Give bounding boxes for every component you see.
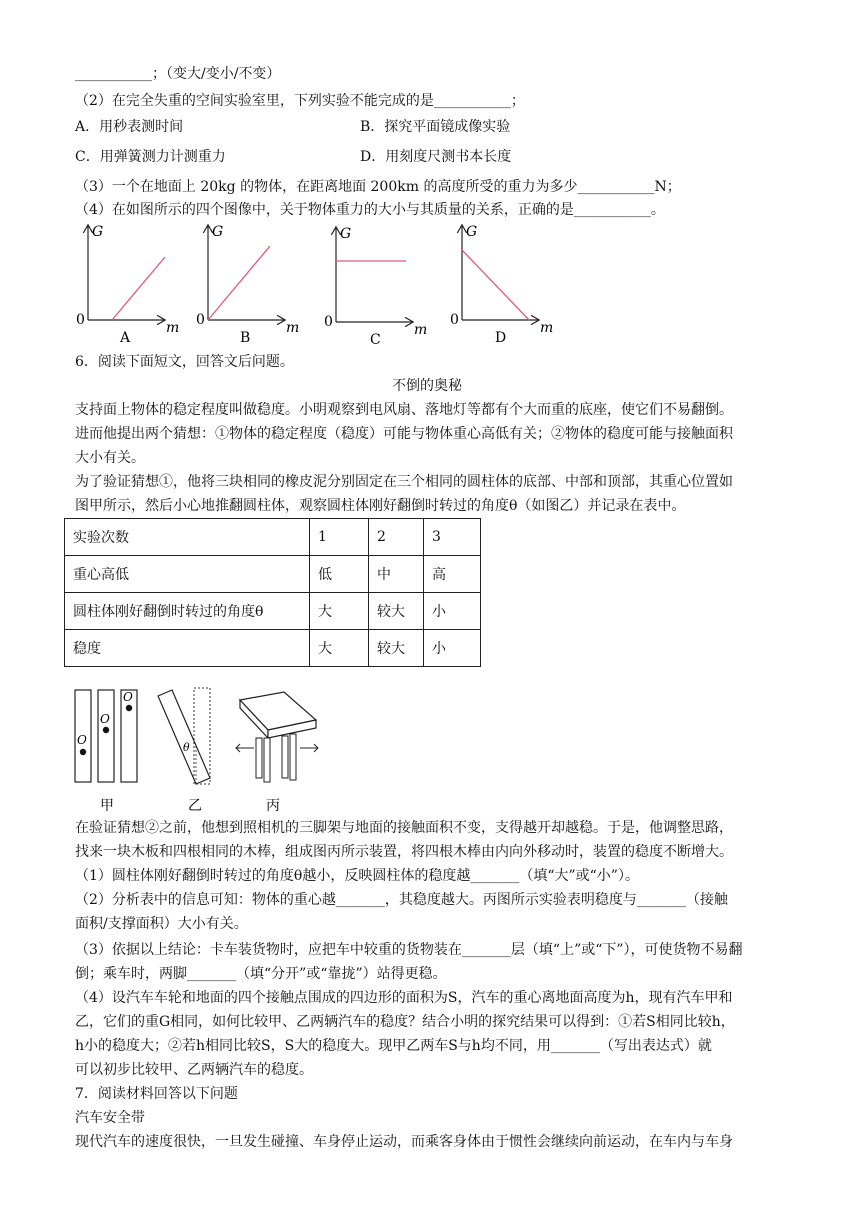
passage-line: 找来一块木板和四根相同的木棒，组成图丙所示装置，将四根木棒由内向外移动时，装置的稳度不断增大。 <box>75 844 733 860</box>
table-cell: 圆柱体刚好翻倒时转过的角度θ <box>65 593 310 630</box>
passage-line: 在验证猜想②之前，他想到照相机的三脚架与地面的接触面积不变，支得越开却越稳。于是，他调整思路， <box>75 820 733 836</box>
table-cell: 大 <box>310 630 369 667</box>
answer-line-1: ___________；（变大/变小/不变） <box>75 66 281 82</box>
table-cell: 大 <box>310 593 369 630</box>
question-4: （4）在如图所示的四个图像中，关于物体重力的大小与其质量的关系，正确的是___________。 <box>75 202 665 218</box>
graph-a <box>76 224 179 346</box>
graph-b-label: B <box>240 330 251 346</box>
figure-label-yi: 乙 <box>188 798 202 814</box>
graph-d <box>450 224 553 346</box>
table-row <box>65 556 481 593</box>
table-cell: 稳度 <box>65 630 310 667</box>
table-cell: 较大 <box>369 630 424 667</box>
center-of-gravity-label: O <box>123 690 133 704</box>
graph-c-label: C <box>370 332 381 348</box>
question-6-4-cont: h小的稳度大；②若h相同比较S，S大的稳度大。现甲乙两车S与h均不同，用_______（写出表达式）就 <box>75 1038 712 1054</box>
option-d: D．用刻度尺测书本长度 <box>360 149 512 165</box>
table-cell: 重心高低 <box>65 556 310 593</box>
table-cell: 小 <box>424 630 481 667</box>
table-row <box>65 630 481 667</box>
question-2: （2）在完全失重的空间实验室里，下列实验不能完成的是___________； <box>75 93 525 109</box>
cylinder-figures <box>70 686 340 818</box>
option-b: B．探究平面镜成像实验 <box>360 119 511 135</box>
passage-line: 图甲所示，然后小心地推翻圆柱体，观察圆柱体刚好翻倒时转过的角度θ（如图乙）并记录在表中。 <box>75 498 686 514</box>
table-row <box>65 593 481 630</box>
theta-label: θ <box>183 741 190 754</box>
graph-b-axis-y: G <box>212 224 224 240</box>
graph-d-axis-y: G <box>466 224 478 240</box>
graph-b-axis-x: m <box>286 320 300 336</box>
graph-d-origin: 0 <box>450 312 459 328</box>
table-cell: 2 <box>369 519 424 556</box>
question-6-2-cont: 面积/支撑面积）大小有关。 <box>75 916 248 932</box>
passage-title: 不倒的奥秘 <box>392 378 462 394</box>
table-cell: 中 <box>369 556 424 593</box>
figure-bing <box>236 692 318 814</box>
table-row <box>65 519 481 556</box>
question-3: （3）一个在地面上 20kg 的物体，在距离地面 200km 的高度所受的重力为多少___________N； <box>75 179 681 195</box>
graph-b <box>196 224 299 346</box>
option-c: C．用弹簧测力计测重力 <box>75 149 226 165</box>
figure-jia <box>75 690 137 814</box>
passage-line: 支持面上物体的稳定程度叫做稳度。小明观察到电风扇、落地灯等都有个大而重的底座，使它们不易翻倒。 <box>75 402 733 418</box>
passage-line: 为了验证猜想①，他将三块相同的橡皮泥分别固定在三个相同的圆柱体的底部、中部和顶部，其重心位置如 <box>75 474 733 490</box>
passage-line: 大小有关。 <box>75 450 145 466</box>
question-6-2: （2）分析表中的信息可知：物体的重心越_______，其稳度越大。丙图所示实验表明稳度与_______（接触 <box>75 892 728 908</box>
table-cell: 小 <box>424 593 481 630</box>
graph-a-label: A <box>120 330 131 346</box>
question-6-4-cont: 可以初步比较甲、乙两辆汽车的稳度。 <box>75 1062 313 1078</box>
center-of-gravity-label: O <box>77 733 87 747</box>
table-cell: 实验次数 <box>65 519 310 556</box>
figure-label-bing: 丙 <box>266 798 280 814</box>
question-6-heading: 6．阅读下面短文，回答文后问题。 <box>75 354 294 370</box>
question-6-1: （1）圆柱体刚好翻倒时转过的角度θ越小，反映圆柱体的稳度越_______（填“大”或“小”）。 <box>75 868 639 884</box>
table-cell: 3 <box>424 519 481 556</box>
graph-a-origin: 0 <box>76 312 85 328</box>
graph-c-axis-x: m <box>414 322 428 338</box>
option-a: A．用秒表测时间 <box>75 119 184 135</box>
experiment-table <box>64 518 481 667</box>
graph-a-axis-x: m <box>166 320 180 336</box>
question-6-4: （4）设汽车车轮和地面的四个接触点围成的四边形的面积为S，汽车的重心离地面高度为h，现有汽车甲和 <box>75 990 733 1006</box>
question-7-heading: 7．阅读材料回答以下问题 <box>75 1086 238 1102</box>
figure-label-jia: 甲 <box>100 798 114 814</box>
graph-b-origin: 0 <box>196 312 205 328</box>
graph-a-axis-y: G <box>92 224 104 240</box>
question-6-3: （3）依据以上结论：卡车装货物时，应把车中较重的货物装在_______层（填“上”或“下”），可使货物不易翻 <box>75 942 743 958</box>
graph-c-origin: 0 <box>324 314 333 330</box>
figure-yi <box>158 688 210 814</box>
graph-d-label: D <box>495 330 507 346</box>
graph-c-axis-y: G <box>340 226 352 242</box>
question-6-3-cont: 倒；乘车时，两脚_______（填“分开”或“靠拢”）站得更稳。 <box>75 966 447 982</box>
passage-subtitle: 汽车安全带 <box>75 1110 145 1126</box>
question-6-4-cont: 乙，它们的重G相同，如何比较甲、乙两辆汽车的稳度？结合小明的探究结果可以得到：①若S相同比较h， <box>75 1014 735 1030</box>
table-cell: 低 <box>310 556 369 593</box>
center-of-gravity-label: O <box>100 712 110 726</box>
passage-line: 进而他提出两个猜想：①物体的稳定程度（稳度）可能与物体重心高低有关；②物体的稳度可能与接触面积 <box>75 426 733 442</box>
table-cell: 高 <box>424 556 481 593</box>
table-cell: 1 <box>310 519 369 556</box>
graph-c <box>324 226 427 348</box>
graph-d-axis-x: m <box>540 320 554 336</box>
table-cell: 较大 <box>369 593 424 630</box>
gravity-mass-graphs <box>70 220 630 350</box>
passage-line: 现代汽车的速度很快，一旦发生碰撞、车身停止运动，而乘客身体由于惯性会继续向前运动，在车内与车身 <box>75 1134 733 1150</box>
